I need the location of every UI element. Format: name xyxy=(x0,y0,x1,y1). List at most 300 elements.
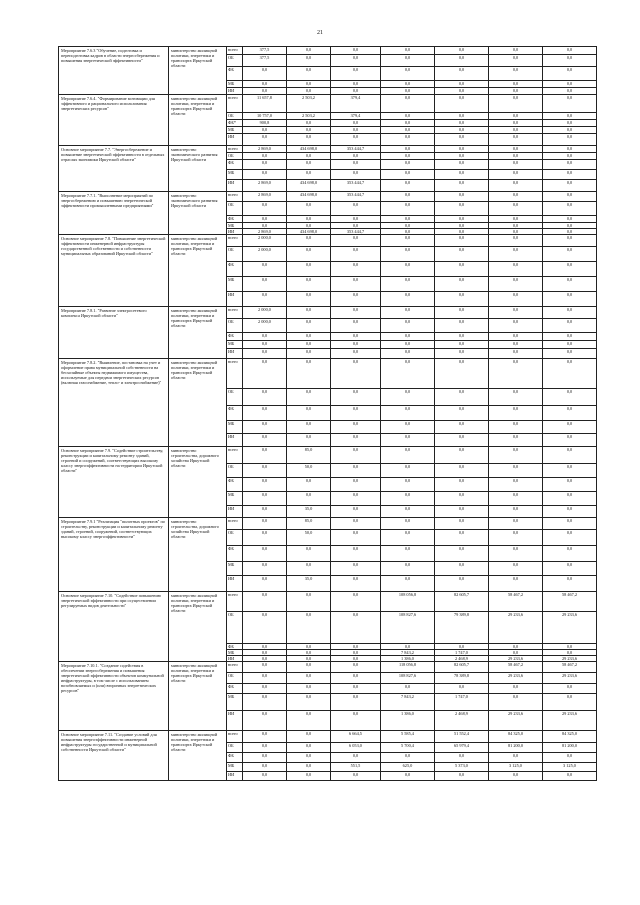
amount-cell: 0,0 xyxy=(243,656,287,662)
amount-cell: 0,0 xyxy=(381,464,435,478)
amount-cell: 900,8 xyxy=(243,120,287,127)
amount-cell: 0,0 xyxy=(331,492,381,506)
funding-source: всего xyxy=(227,307,243,319)
funding-source: всего xyxy=(227,95,243,113)
amount-cell: 5 585,4 xyxy=(381,731,435,743)
amount-cell: 0,0 xyxy=(543,333,597,341)
amount-cell: 0,0 xyxy=(331,656,381,662)
amount-cell: 0,0 xyxy=(489,55,543,67)
funding-source: ИИ xyxy=(227,180,243,192)
funding-source: МБ xyxy=(227,277,243,292)
executor-name: министерство экономического развития Иркутской области xyxy=(169,192,227,235)
funding-source: всего xyxy=(227,146,243,153)
amount-cell: 0,0 xyxy=(381,134,435,146)
amount-cell: 434 698,0 xyxy=(287,180,331,192)
amount-cell: 3 125,0 xyxy=(489,763,543,772)
amount-cell: 35,0 xyxy=(287,576,331,592)
table-row xyxy=(59,359,597,389)
amount-cell: 0,0 xyxy=(435,202,489,216)
amount-cell: 0,0 xyxy=(489,81,543,88)
amount-cell: 0,0 xyxy=(489,492,543,506)
amount-cell: 0,0 xyxy=(287,662,331,673)
amount-cell: 3 125,0 xyxy=(543,763,597,772)
amount-cell: 0,0 xyxy=(381,406,435,421)
amount-cell: 0,0 xyxy=(331,67,381,81)
amount-cell: 0,0 xyxy=(543,229,597,235)
amount-cell: 0,0 xyxy=(543,153,597,160)
amount-cell: 379,4 xyxy=(331,113,381,120)
amount-cell: 0,0 xyxy=(543,753,597,763)
amount-cell: 81 200,0 xyxy=(543,743,597,753)
amount-cell: 0,0 xyxy=(381,562,435,576)
amount-cell: 1 747,0 xyxy=(435,694,489,711)
amount-cell: 0,0 xyxy=(543,447,597,464)
amount-cell: 0,0 xyxy=(243,711,287,731)
amount-cell: 0,0 xyxy=(243,292,287,307)
funding-source: МБ xyxy=(227,421,243,434)
amount-cell: 0,0 xyxy=(243,492,287,506)
funding-source: ИИ xyxy=(227,506,243,518)
funding-source: МБ xyxy=(227,562,243,576)
amount-cell: 0,0 xyxy=(489,262,543,277)
amount-cell: 0,0 xyxy=(543,170,597,180)
amount-cell: 0,0 xyxy=(543,216,597,223)
amount-cell: 0,0 xyxy=(381,277,435,292)
activity-name: Основное мероприятие 7.10. "Содействие повышению энергетической эффективности при осуществлении регулируемых видов деятельности" xyxy=(59,592,169,662)
table-row xyxy=(59,95,597,113)
funding-source: всего xyxy=(227,359,243,389)
amount-cell: 0,0 xyxy=(243,341,287,349)
amount-cell: 0,0 xyxy=(287,67,331,81)
funding-source: ОБ xyxy=(227,389,243,406)
amount-cell: 0,0 xyxy=(287,349,331,359)
amount-cell: 0,0 xyxy=(287,127,331,134)
amount-cell: 0,0 xyxy=(243,223,287,229)
amount-cell: 0,0 xyxy=(489,192,543,202)
amount-cell: 0,0 xyxy=(543,434,597,447)
amount-cell: 2 468,9 xyxy=(435,656,489,662)
amount-cell: 0,0 xyxy=(331,753,381,763)
amount-cell: 0,0 xyxy=(543,576,597,592)
amount-cell: 0,0 xyxy=(287,492,331,506)
amount-cell: 0,0 xyxy=(331,644,381,650)
funding-source: МБ xyxy=(227,81,243,88)
amount-cell: 0,0 xyxy=(243,592,287,612)
amount-cell: 0,0 xyxy=(435,55,489,67)
amount-cell: 0,0 xyxy=(543,349,597,359)
amount-cell: 0,0 xyxy=(381,506,435,518)
amount-cell: 0,0 xyxy=(489,518,543,530)
funding-source: ИИ xyxy=(227,349,243,359)
amount-cell: 0,0 xyxy=(331,389,381,406)
amount-cell: 0,0 xyxy=(435,153,489,160)
funding-source: ФБ xyxy=(227,67,243,81)
amount-cell: 0,0 xyxy=(489,546,543,562)
amount-cell: 108 827,6 xyxy=(381,612,435,644)
funding-source: всего xyxy=(227,662,243,673)
amount-cell: 0,0 xyxy=(489,95,543,113)
amount-cell: 2 000,0 xyxy=(243,235,287,247)
funding-source: ОБ xyxy=(227,464,243,478)
amount-cell: 29 233,6 xyxy=(543,673,597,684)
amount-cell: 0,0 xyxy=(381,47,435,55)
amount-cell: 0,0 xyxy=(331,772,381,781)
amount-cell: 29 233,6 xyxy=(489,612,543,644)
amount-cell: 0,0 xyxy=(381,492,435,506)
amount-cell: 0,0 xyxy=(543,67,597,81)
amount-cell: 118 056,8 xyxy=(381,662,435,673)
amount-cell: 0,0 xyxy=(543,262,597,277)
amount-cell: 434 698,0 xyxy=(287,146,331,153)
amount-cell: 0,0 xyxy=(243,662,287,673)
executor-name: министерство жилищной политики, энергетики и транспорта Иркутской области xyxy=(169,359,227,447)
amount-cell: 0,0 xyxy=(543,772,597,781)
amount-cell: 0,0 xyxy=(331,47,381,55)
amount-cell: 0,0 xyxy=(287,592,331,612)
amount-cell: 2 000,0 xyxy=(243,319,287,333)
amount-cell: 0,0 xyxy=(331,478,381,492)
amount-cell: 0,0 xyxy=(287,277,331,292)
amount-cell: 0,0 xyxy=(381,518,435,530)
amount-cell: 58 467,2 xyxy=(543,592,597,612)
amount-cell: 0,0 xyxy=(331,673,381,684)
amount-cell: 0,0 xyxy=(381,546,435,562)
activity-name: Мероприятие 7.9.1 "Реализация "пилотных проектов" по строительству, реконструкции и капитальному ремонту зданий, строений, сооружений, соответствующих высокому классу энергоэффективности" xyxy=(59,518,169,592)
funding-source: ФБ xyxy=(227,216,243,223)
amount-cell: 0,0 xyxy=(331,711,381,731)
funding-source: ФБ xyxy=(227,478,243,492)
executor-name: министерство жилищной политики, энергетики и транспорта Иркутской области xyxy=(169,307,227,359)
amount-cell: 0,0 xyxy=(381,120,435,127)
amount-cell: 0,0 xyxy=(381,153,435,160)
amount-cell: 0,0 xyxy=(331,341,381,349)
amount-cell: 0,0 xyxy=(243,202,287,216)
activity-name: Мероприятие 7.8.1. "Развитие электросетевого комплекса Иркутской области" xyxy=(59,307,169,359)
amount-cell: 0,0 xyxy=(243,684,287,694)
funding-source: ИИ xyxy=(227,711,243,731)
activity-name: Мероприятие 7.7.1. "Выполнение мероприятий по энергосбережению и повышению энергетической эффективности промышленными предприятиями" xyxy=(59,192,169,235)
amount-cell: 0,0 xyxy=(331,612,381,644)
funding-source: ОБ xyxy=(227,153,243,160)
amount-cell: 0,0 xyxy=(435,120,489,127)
amount-cell: 0,0 xyxy=(489,307,543,319)
amount-cell: 0,0 xyxy=(381,478,435,492)
amount-cell: 0,0 xyxy=(381,95,435,113)
table-row xyxy=(59,592,597,612)
amount-cell: 0,0 xyxy=(331,421,381,434)
amount-cell: 0,0 xyxy=(489,753,543,763)
amount-cell: 0,0 xyxy=(489,153,543,160)
funding-source: ФБ* xyxy=(227,120,243,127)
activity-name: Основное мероприятие 7.8. "Повышение энергетической эффективности инженерной инфраструктуры государственной собственности и собственности муниципальных образований Иркутской области" xyxy=(59,235,169,307)
amount-cell: 0,0 xyxy=(243,359,287,389)
amount-cell: 0,0 xyxy=(435,113,489,120)
funding-source: ИИ xyxy=(227,772,243,781)
amount-cell: 0,0 xyxy=(435,478,489,492)
activity-name: Основное мероприятие 7.9. "Содействие строительству, реконструкции и капитальному ремонту зданий, строений и сооружений, соответствующих высокому классу энергоэффективности на территории Иркутской области" xyxy=(59,447,169,518)
amount-cell: 0,0 xyxy=(243,406,287,421)
amount-cell: 0,0 xyxy=(287,406,331,421)
amount-cell: 0,0 xyxy=(331,223,381,229)
amount-cell: 0,0 xyxy=(331,530,381,546)
amount-cell: 6 053,0 xyxy=(331,743,381,753)
funding-source: ФБ xyxy=(227,262,243,277)
amount-cell: 1 386,0 xyxy=(381,711,435,731)
amount-cell: 0,0 xyxy=(331,546,381,562)
amount-cell: 0,0 xyxy=(543,95,597,113)
amount-cell: 0,0 xyxy=(489,146,543,153)
amount-cell: 0,0 xyxy=(543,192,597,202)
amount-cell: 0,0 xyxy=(243,612,287,644)
funding-source: всего xyxy=(227,235,243,247)
amount-cell: 0,0 xyxy=(287,55,331,67)
amount-cell: 0,0 xyxy=(489,684,543,694)
amount-cell: 0,0 xyxy=(331,518,381,530)
amount-cell: 0,0 xyxy=(381,576,435,592)
executor-name: министерство жилищной политики, энергетики и транспорта Иркутской области xyxy=(169,592,227,662)
amount-cell: 0,0 xyxy=(287,434,331,447)
amount-cell: 0,0 xyxy=(243,576,287,592)
amount-cell: 0,0 xyxy=(331,576,381,592)
amount-cell: 0,0 xyxy=(435,95,489,113)
amount-cell: 0,0 xyxy=(489,120,543,127)
funding-source: ИИ xyxy=(227,292,243,307)
amount-cell: 0,0 xyxy=(381,81,435,88)
amount-cell: 0,0 xyxy=(543,134,597,146)
amount-cell: 0,0 xyxy=(287,546,331,562)
executor-name: министерство строительства, дорожного хозяйства Иркутской области xyxy=(169,518,227,592)
funding-source: всего xyxy=(227,518,243,530)
amount-cell: 0,0 xyxy=(543,650,597,656)
amount-cell: 0,0 xyxy=(543,223,597,229)
amount-cell: 0,0 xyxy=(489,216,543,223)
amount-cell: 0,0 xyxy=(331,650,381,656)
amount-cell: 0,0 xyxy=(543,113,597,120)
amount-cell: 7 843,2 xyxy=(381,650,435,656)
funding-source: ИИ xyxy=(227,134,243,146)
amount-cell: 0,0 xyxy=(435,180,489,192)
amount-cell: 0,0 xyxy=(287,333,331,341)
amount-cell: 0,0 xyxy=(435,753,489,763)
amount-cell: 0,0 xyxy=(287,223,331,229)
amount-cell: 353 444,7 xyxy=(331,180,381,192)
amount-cell: 0,0 xyxy=(381,223,435,229)
amount-cell: 0,0 xyxy=(287,673,331,684)
amount-cell: 379,4 xyxy=(331,95,381,113)
amount-cell: 0,0 xyxy=(435,530,489,546)
amount-cell: 0,0 xyxy=(489,67,543,81)
funding-source: МБ xyxy=(227,127,243,134)
amount-cell: 82 605,7 xyxy=(435,592,489,612)
amount-cell: 85,0 xyxy=(287,447,331,464)
amount-cell: 0,0 xyxy=(435,406,489,421)
amount-cell: 0,0 xyxy=(287,656,331,662)
amount-cell: 0,0 xyxy=(543,546,597,562)
amount-cell: 551,5 xyxy=(331,763,381,772)
amount-cell: 0,0 xyxy=(435,47,489,55)
amount-cell: 0,0 xyxy=(243,731,287,743)
table-row xyxy=(59,662,597,673)
amount-cell: 0,0 xyxy=(489,88,543,95)
amount-cell: 0,0 xyxy=(489,421,543,434)
amount-cell: 0,0 xyxy=(243,160,287,170)
amount-cell: 0,0 xyxy=(489,341,543,349)
amount-cell: 0,0 xyxy=(381,421,435,434)
amount-cell: 0,0 xyxy=(381,319,435,333)
amount-cell: 0,0 xyxy=(381,341,435,349)
amount-cell: 0,0 xyxy=(435,434,489,447)
funding-source: ОБ xyxy=(227,247,243,262)
amount-cell: 5 700,4 xyxy=(381,743,435,753)
amount-cell: 0,0 xyxy=(381,447,435,464)
amount-cell: 0,0 xyxy=(287,644,331,650)
amount-cell: 0,0 xyxy=(381,235,435,247)
amount-cell: 0,0 xyxy=(381,113,435,120)
amount-cell: 6 664,5 xyxy=(331,731,381,743)
funding-source: ФБ xyxy=(227,753,243,763)
amount-cell: 0,0 xyxy=(243,772,287,781)
amount-cell: 0,0 xyxy=(489,464,543,478)
amount-cell: 0,0 xyxy=(543,127,597,134)
amount-cell: 0,0 xyxy=(287,694,331,711)
amount-cell: 0,0 xyxy=(243,81,287,88)
amount-cell: 0,0 xyxy=(331,216,381,223)
amount-cell: 0,0 xyxy=(243,421,287,434)
funding-source: ОБ xyxy=(227,673,243,684)
amount-cell: 0,0 xyxy=(489,292,543,307)
amount-cell: 0,0 xyxy=(435,389,489,406)
amount-cell: 1 747,0 xyxy=(435,650,489,656)
amount-cell: 0,0 xyxy=(243,349,287,359)
funding-source: МБ xyxy=(227,492,243,506)
amount-cell: 0,0 xyxy=(331,202,381,216)
amount-cell: 0,0 xyxy=(243,506,287,518)
amount-cell: 0,0 xyxy=(287,731,331,743)
amount-cell: 0,0 xyxy=(489,223,543,229)
table-row xyxy=(59,307,597,319)
amount-cell: 0,0 xyxy=(243,518,287,530)
amount-cell: 0,0 xyxy=(381,170,435,180)
amount-cell: 0,0 xyxy=(243,743,287,753)
amount-cell: 84 325,0 xyxy=(543,731,597,743)
funding-source: ОБ xyxy=(227,319,243,333)
amount-cell: 0,0 xyxy=(489,478,543,492)
amount-cell: 0,0 xyxy=(287,235,331,247)
amount-cell: 0,0 xyxy=(543,694,597,711)
amount-cell: 0,0 xyxy=(243,170,287,180)
amount-cell: 0,0 xyxy=(287,247,331,262)
amount-cell: 0,0 xyxy=(435,134,489,146)
table-row xyxy=(59,518,597,530)
amount-cell: 0,0 xyxy=(287,160,331,170)
amount-cell: 0,0 xyxy=(489,202,543,216)
amount-cell: 0,0 xyxy=(287,216,331,223)
amount-cell: 0,0 xyxy=(543,81,597,88)
amount-cell: 0,0 xyxy=(489,359,543,389)
amount-cell: 0,0 xyxy=(287,684,331,694)
amount-cell: 0,0 xyxy=(543,359,597,389)
amount-cell: 0,0 xyxy=(287,753,331,763)
executor-name: министерство экономического развития Иркутской области xyxy=(169,146,227,192)
amount-cell: 0,0 xyxy=(543,55,597,67)
amount-cell: 0,0 xyxy=(489,247,543,262)
amount-cell: 0,0 xyxy=(331,88,381,95)
amount-cell: 0,0 xyxy=(489,180,543,192)
amount-cell: 0,0 xyxy=(543,247,597,262)
budget-table xyxy=(58,46,597,781)
table-row xyxy=(59,731,597,743)
amount-cell: 0,0 xyxy=(243,763,287,772)
amount-cell: 0,0 xyxy=(435,576,489,592)
funding-source: ИИ xyxy=(227,88,243,95)
amount-cell: 0,0 xyxy=(381,359,435,389)
amount-cell: 0,0 xyxy=(489,47,543,55)
amount-cell: 0,0 xyxy=(331,120,381,127)
amount-cell: 0,0 xyxy=(435,546,489,562)
amount-cell: 0,0 xyxy=(331,349,381,359)
amount-cell: 0,0 xyxy=(331,434,381,447)
funding-source: ОБ xyxy=(227,530,243,546)
amount-cell: 0,0 xyxy=(331,170,381,180)
funding-source: МБ xyxy=(227,223,243,229)
amount-cell: 0,0 xyxy=(543,506,597,518)
amount-cell: 0,0 xyxy=(381,389,435,406)
amount-cell: 0,0 xyxy=(435,319,489,333)
amount-cell: 0,0 xyxy=(287,202,331,216)
amount-cell: 0,0 xyxy=(543,389,597,406)
funding-source: ФБ xyxy=(227,684,243,694)
amount-cell: 79 389,8 xyxy=(435,612,489,644)
amount-cell: 0,0 xyxy=(243,277,287,292)
amount-cell: 29 233,6 xyxy=(489,711,543,731)
amount-cell: 0,0 xyxy=(331,81,381,88)
funding-source: ИИ xyxy=(227,229,243,235)
amount-cell: 0,0 xyxy=(287,421,331,434)
amount-cell: 0,0 xyxy=(287,134,331,146)
amount-cell: 0,0 xyxy=(331,262,381,277)
amount-cell: 11 657,8 xyxy=(243,95,287,113)
amount-cell: 0,0 xyxy=(331,319,381,333)
amount-cell: 0,0 xyxy=(287,478,331,492)
amount-cell: 0,0 xyxy=(543,644,597,650)
amount-cell: 0,0 xyxy=(543,180,597,192)
executor-name: министерство жилищной политики, энергетики и транспорта Иркутской области xyxy=(169,235,227,307)
funding-source: МБ xyxy=(227,650,243,656)
amount-cell: 0,0 xyxy=(489,650,543,656)
amount-cell: 0,0 xyxy=(381,88,435,95)
amount-cell: 0,0 xyxy=(243,67,287,81)
table-row xyxy=(59,192,597,202)
amount-cell: 0,0 xyxy=(381,55,435,67)
amount-cell: 0,0 xyxy=(287,153,331,160)
amount-cell: 0,0 xyxy=(287,88,331,95)
funding-source: всего xyxy=(227,47,243,55)
amount-cell: 65 979,4 xyxy=(435,743,489,753)
amount-cell: 0,0 xyxy=(331,464,381,478)
amount-cell: 108 827,6 xyxy=(381,673,435,684)
amount-cell: 0,0 xyxy=(489,562,543,576)
amount-cell: 0,0 xyxy=(381,349,435,359)
amount-cell: 0,0 xyxy=(435,160,489,170)
amount-cell: 0,0 xyxy=(331,127,381,134)
amount-cell: 2 503,2 xyxy=(287,113,331,120)
funding-source: ИИ xyxy=(227,434,243,447)
amount-cell: 0,0 xyxy=(543,464,597,478)
amount-cell: 0,0 xyxy=(543,307,597,319)
amount-cell: 0,0 xyxy=(543,146,597,153)
amount-cell: 0,0 xyxy=(489,576,543,592)
amount-cell: 0,0 xyxy=(287,359,331,389)
